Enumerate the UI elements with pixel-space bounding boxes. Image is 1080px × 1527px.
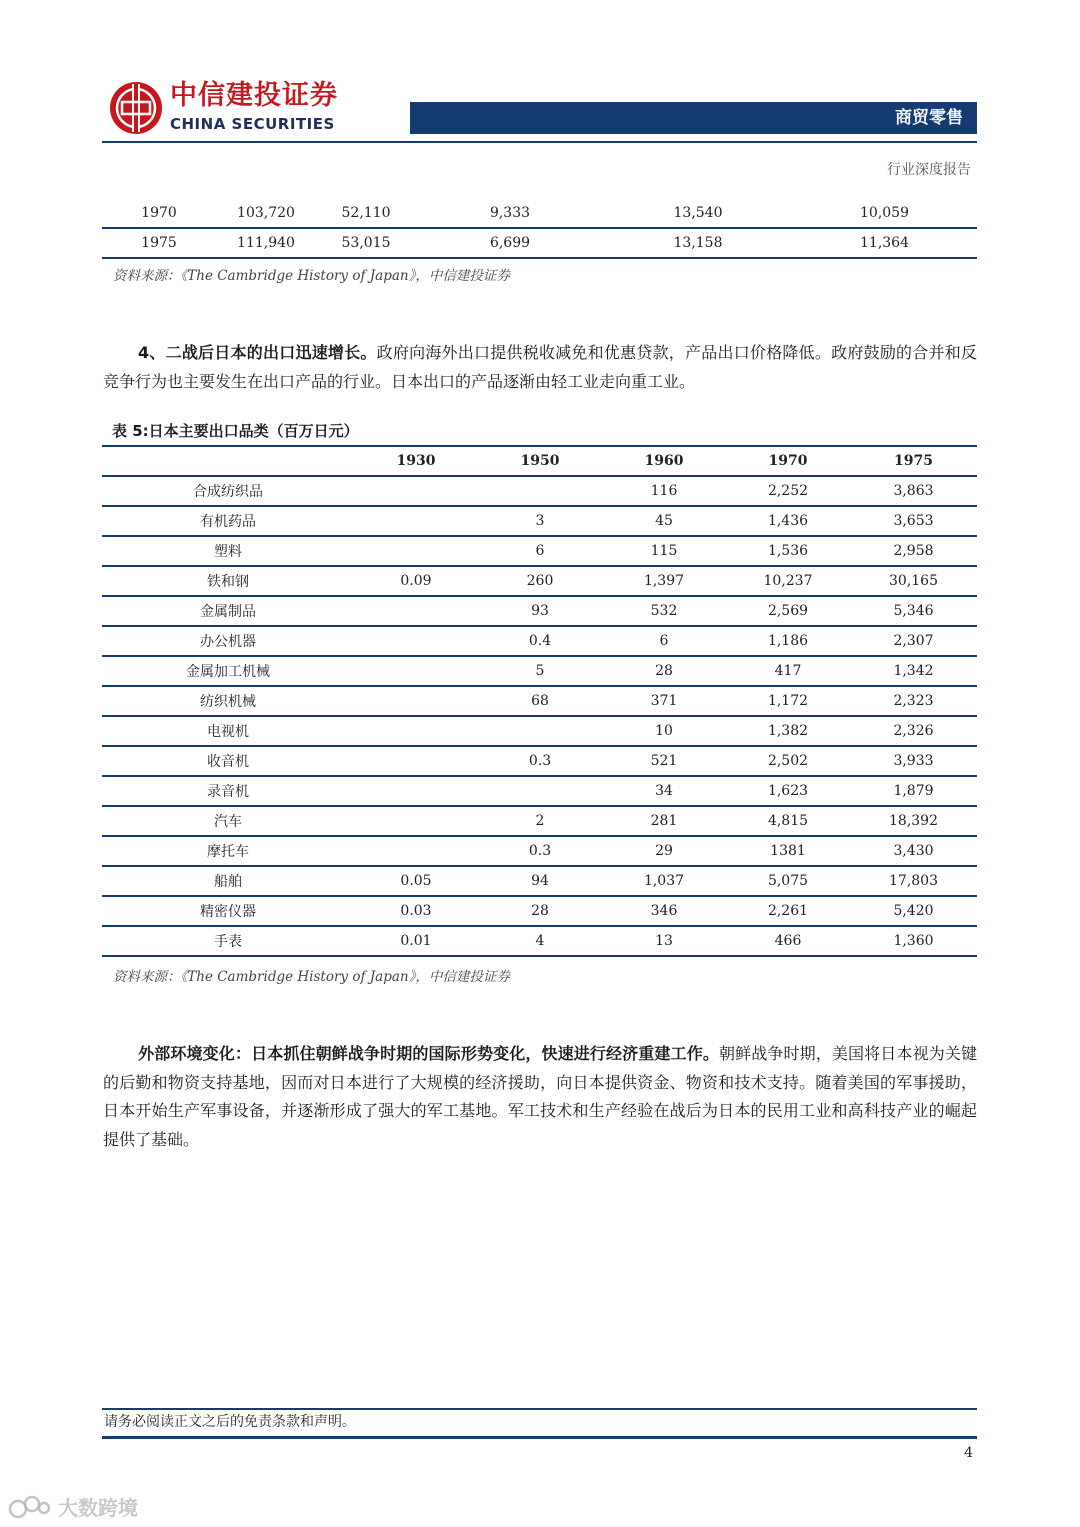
table-cell: 1,879: [893, 783, 934, 799]
table-cell: 金属制品: [200, 604, 256, 620]
table-cell: 260: [526, 573, 554, 589]
table-cell: [478, 716, 602, 746]
table-cell: [354, 476, 478, 506]
table-cell: 5,075: [767, 873, 809, 889]
table-cell: 3,653: [893, 513, 934, 529]
table-cell: 2,502: [767, 753, 809, 769]
table-cell: 29: [655, 843, 673, 859]
footer-divider-bottom: [102, 1436, 977, 1439]
table-cell: 6: [659, 633, 669, 649]
watermark-logo-icon: [8, 1494, 52, 1520]
table-cell: 52,110: [341, 205, 391, 221]
table-cell: 2: [535, 813, 545, 829]
table-cell: 金属加工机械: [186, 664, 270, 680]
table-cell: 6,699: [489, 235, 531, 251]
table-cell: 11,364: [860, 235, 909, 251]
table-cell: [354, 776, 478, 806]
table-cell: 9,333: [489, 205, 531, 221]
table-cell: 2,307: [893, 633, 934, 649]
table-row: [102, 776, 977, 806]
table-cell: [354, 716, 478, 746]
table-cell: 1381: [770, 843, 806, 859]
table-cell: 68: [531, 693, 549, 709]
table-cell: 13,540: [673, 205, 723, 221]
table-cell: 摩托车: [207, 844, 249, 860]
table-row: [102, 656, 977, 686]
table-cell: 521: [650, 753, 678, 769]
table-cell: 94: [531, 873, 549, 889]
table-row: [102, 566, 977, 596]
table-cell: 纺织机械: [200, 694, 256, 710]
external-heading: 外部环境变化：日本抓住朝鲜战争时期的国际形势变化，快速进行经济重建工作。: [138, 1044, 719, 1063]
table-cell: 532: [650, 603, 678, 619]
footer-divider-top: [102, 1408, 977, 1410]
table-cell: 371: [650, 693, 678, 709]
table-row: [102, 228, 977, 258]
table-cell: 281: [650, 813, 678, 829]
table-cell: 2,323: [893, 693, 934, 709]
sector-banner: [410, 102, 977, 134]
table-cell: [354, 686, 478, 716]
table-row: [102, 506, 977, 536]
table-cell: [354, 626, 478, 656]
table-row: [102, 476, 977, 506]
table-cell: 1,623: [767, 783, 809, 799]
table-cell: 1,360: [893, 933, 934, 949]
table-cell: 28: [655, 663, 673, 679]
table-cell: 2,252: [767, 483, 809, 499]
china-securities-logo-icon: [108, 80, 164, 136]
table-cell: 电视机: [207, 724, 249, 740]
brand-name-cn: 中信建投证券: [170, 80, 338, 111]
table-cell: 收音机: [207, 754, 249, 770]
external-text: 朝鲜战争时期，美国将日本视为关键的后勤和物资支持基地，因而对日本进行了大规模的经济援助，向日本提供资金、物资和技术支持。随着美国的军事援助，日本开始生产军事设备，并逐渐形成了强大的军工基地。军工技术和生产经验在战后为日本的民用工业和高科技产业的崛起提供了基础。: [103, 1044, 977, 1149]
table-cell: 5,346: [893, 603, 934, 619]
table-cell: 13: [655, 933, 673, 949]
table-row: [102, 746, 977, 776]
table-cell: 有机药品: [200, 514, 256, 530]
header-divider: [102, 141, 977, 143]
table-cell: 0.05: [400, 873, 432, 889]
table-cell: 10: [655, 723, 673, 739]
table-cell: 103,720: [237, 205, 295, 221]
table-cell: 船舶: [214, 874, 242, 890]
table-cell: 3,863: [893, 483, 934, 499]
section4-heading: 4、二战后日本的出口迅速增长。: [138, 343, 377, 362]
section4-text: 政府向海外出口提供税收减免和优惠贷款，产品出口价格降低。政府鼓励的合并和反竞争行为也主要发生在出口产品的行业。日本出口的产品逐渐由轻工业走向重工业。: [103, 343, 977, 391]
table-cell: [354, 596, 478, 626]
table-row: [102, 716, 977, 746]
table-cell: 10,059: [860, 205, 909, 221]
column-header: 1930: [396, 453, 436, 469]
table-cell: 1,382: [767, 723, 809, 739]
table-cell: 1,397: [643, 573, 685, 589]
table-cell: 0.09: [400, 573, 432, 589]
table-continued: [102, 199, 977, 259]
column-header: 1970: [768, 453, 808, 469]
table-cell: 1,172: [767, 693, 809, 709]
table-cell: 1,436: [767, 513, 809, 529]
table-cell: [354, 656, 478, 686]
table-cell: 116: [650, 483, 678, 499]
column-header: 1975: [894, 453, 933, 469]
table-cell: 0.4: [528, 633, 552, 649]
table-cell: 417: [774, 663, 802, 679]
watermark-text: 大数跨境: [58, 1496, 138, 1520]
table-cell: 13,158: [673, 235, 723, 251]
table5: [102, 445, 977, 957]
table-cell: 45: [655, 513, 673, 529]
table-cell: 精密仪器: [200, 904, 256, 920]
report-type: 行业深度报告: [887, 162, 971, 178]
table-row: [102, 626, 977, 656]
table-row: [102, 199, 977, 228]
table-cell: 30,165: [889, 573, 938, 589]
table-cell: 10,237: [763, 573, 813, 589]
table-cell: [354, 836, 478, 866]
table-cell: 0.3: [528, 753, 552, 769]
table-cell: 346: [650, 903, 678, 919]
table-cell: [354, 746, 478, 776]
table-row: [102, 926, 977, 956]
table-cell: 28: [531, 903, 549, 919]
table-row: [102, 836, 977, 866]
table-cell: 5,420: [893, 903, 934, 919]
page-number: 4: [964, 1445, 973, 1461]
source-note-2: 资料来源：《The Cambridge History of Japan》，中信建投证券: [113, 969, 510, 985]
table-cell: 3,430: [893, 843, 934, 859]
table-cell: 办公机器: [200, 634, 256, 650]
table-cell: 111,940: [237, 235, 295, 251]
brand-name-en: CHINA SECURITIES: [170, 115, 335, 133]
source-note-1: 资料来源：《The Cambridge History of Japan》，中信建投证券: [113, 268, 510, 284]
table-cell: [478, 476, 602, 506]
table-cell: 1,342: [893, 663, 934, 679]
table-cell: 2,958: [893, 543, 934, 559]
table-cell: 6: [535, 543, 545, 559]
table-cell: 0.03: [400, 903, 432, 919]
table-cell: 铁和钢: [207, 574, 249, 590]
table-cell: 合成纺织品: [193, 484, 263, 500]
table-cell: 3,933: [893, 753, 934, 769]
table-cell: 1,536: [767, 543, 809, 559]
table-cell: 2,261: [767, 903, 809, 919]
table-cell: 53,015: [341, 235, 391, 251]
table-cell: 塑料: [214, 544, 242, 560]
sector-label: 商贸零售: [895, 108, 963, 128]
table-cell: 466: [774, 933, 802, 949]
table-cell: 3: [535, 513, 545, 529]
table-row: [102, 806, 977, 836]
section4-paragraph: [103, 339, 977, 396]
table-cell: 1,037: [643, 873, 685, 889]
table5-title: 表 5:日本主要出口品类（百万日元）: [112, 422, 359, 440]
table-header-row: [102, 446, 977, 476]
table-cell: 2,326: [893, 723, 934, 739]
table-cell: [354, 536, 478, 566]
table-cell: 4: [535, 933, 545, 949]
table-cell: 1970: [141, 205, 177, 221]
table-cell: 1975: [141, 235, 177, 251]
table-cell: 汽车: [214, 814, 242, 830]
table-row: [102, 686, 977, 716]
table-cell: 18,392: [889, 813, 938, 829]
table-cell: 0.01: [400, 933, 432, 949]
table-cell: 0.3: [528, 843, 552, 859]
column-header: 1960: [644, 453, 684, 469]
column-header: [102, 446, 354, 476]
table-cell: 34: [655, 783, 673, 799]
column-header: 1950: [520, 453, 560, 469]
table-cell: [478, 776, 602, 806]
external-paragraph: [103, 1040, 977, 1154]
table-row: [102, 536, 977, 566]
table-cell: 17,803: [889, 873, 938, 889]
table-cell: 93: [531, 603, 549, 619]
disclaimer-note: 请务必阅读正文之后的免责条款和声明。: [104, 1414, 356, 1430]
table-cell: 115: [650, 543, 678, 559]
table-row: [102, 596, 977, 626]
watermark: [8, 1492, 138, 1521]
table-cell: 1,186: [767, 633, 809, 649]
table-row: [102, 896, 977, 926]
table-cell: [354, 506, 478, 536]
table-cell: [354, 806, 478, 836]
table-cell: 录音机: [207, 784, 249, 800]
table-cell: 手表: [214, 934, 242, 950]
table-cell: 2,569: [767, 603, 809, 619]
table-row: [102, 866, 977, 896]
table-cell: 4,815: [767, 813, 809, 829]
table-cell: 5: [535, 663, 545, 679]
